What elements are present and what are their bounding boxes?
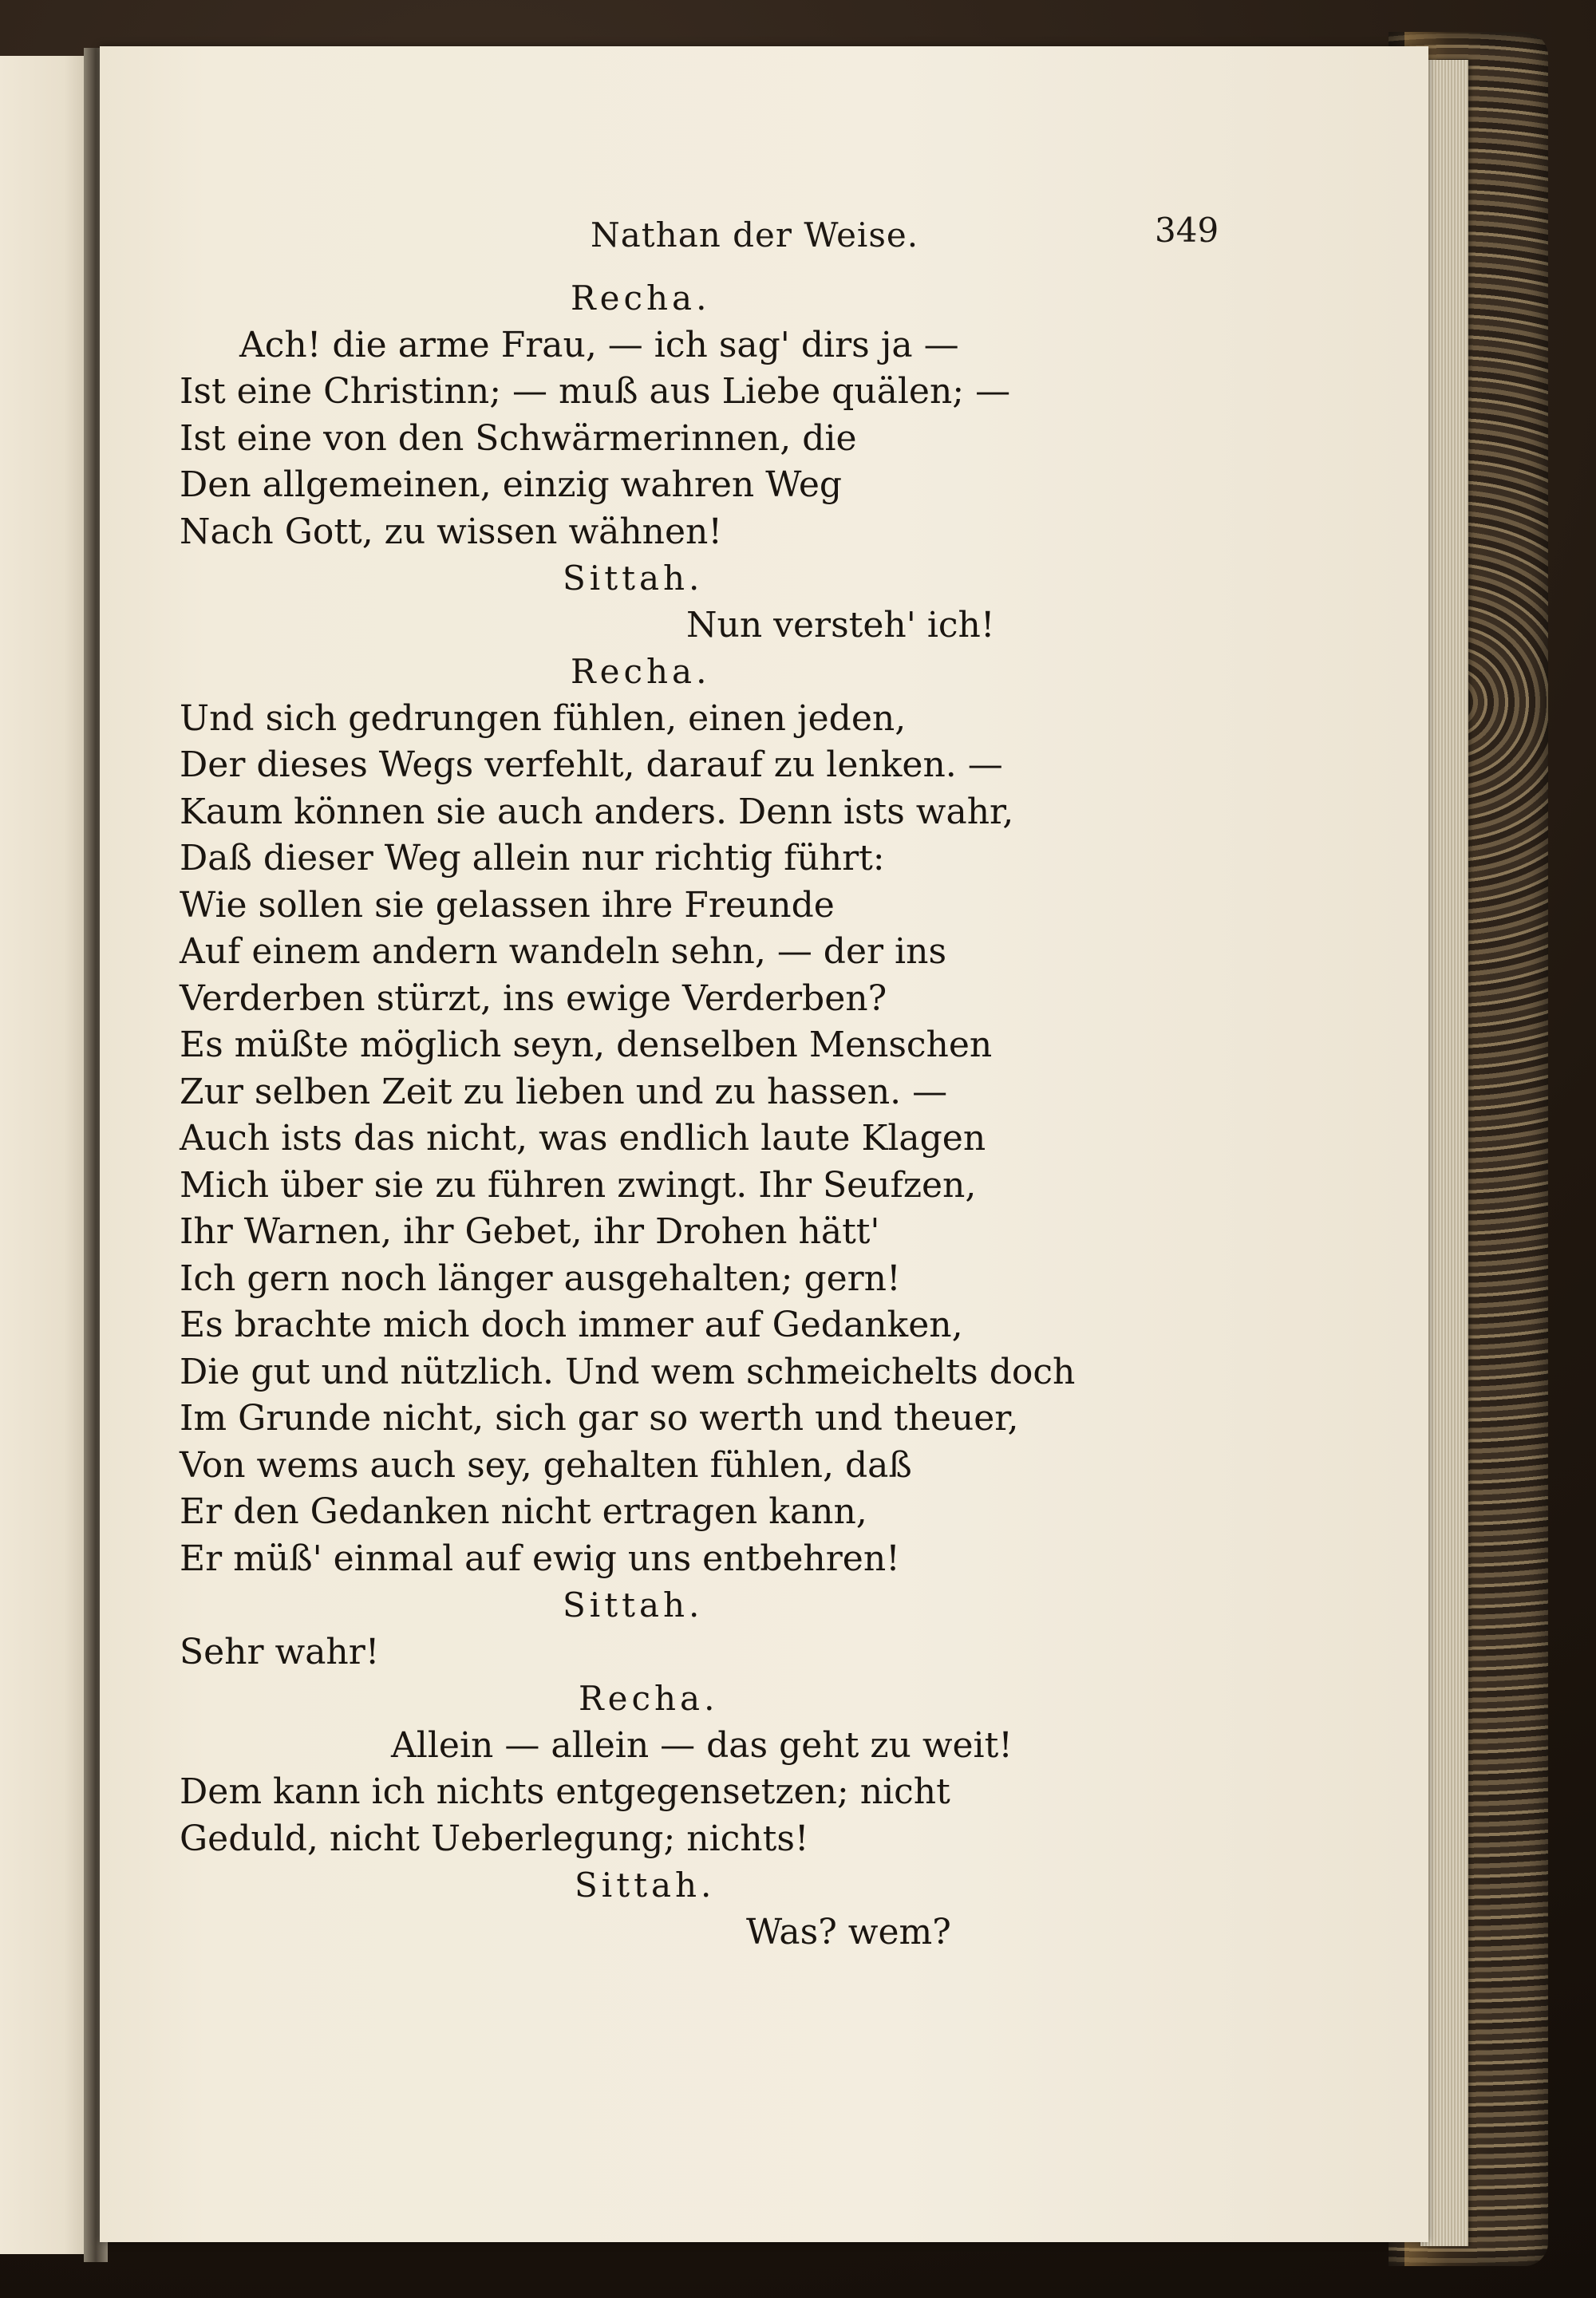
speaker-name: Recha.: [571, 278, 711, 318]
verse-line: Was? wem?: [746, 1911, 951, 1953]
speaker-name: Sittah.: [563, 1585, 704, 1625]
verse-line: Ist eine von den Schwärmerinnen, die: [180, 417, 857, 459]
verse-line: Den allgemeinen, einzig wahren Weg: [180, 464, 843, 505]
verse-line: Ist eine Christinn; — muß aus Liebe quälen; —: [180, 371, 1011, 412]
verse-line: Geduld, nicht Ueberlegung; nichts!: [180, 1818, 809, 1859]
verse-line: Im Grunde nicht, sich gar so werth und theuer,: [180, 1398, 1019, 1439]
verse-line: Ihr Warnen, ihr Gebet, ihr Drohen hätt': [180, 1211, 880, 1252]
speaker-name: Recha.: [571, 652, 711, 691]
page-number: 349: [1155, 211, 1219, 250]
verse-line: Sehr wahr!: [180, 1631, 380, 1672]
verse-line: Ach! die arme Frau, — ich sag' dirs ja —: [239, 324, 959, 365]
verse-line: Kaum können sie auch anders. Denn ists wahr,: [180, 791, 1014, 832]
verse-line: Ich gern noch länger ausgehalten; gern!: [180, 1258, 901, 1299]
verse-line: Nach Gott, zu wissen wähnen!: [180, 511, 723, 552]
verse-line: Wie sollen sie gelassen ihre Freunde: [180, 884, 835, 926]
left-facing-page: [0, 56, 92, 2254]
verse-line: Die gut und nützlich. Und wem schmeichelts doch: [180, 1351, 1076, 1392]
verse-line: Auch ists das nicht, was endlich laute Klagen: [180, 1118, 986, 1159]
verse-line: Von wems auch sey, gehalten fühlen, daß: [180, 1444, 912, 1486]
verse-line: Verderben stürzt, ins ewige Verderben?: [180, 977, 887, 1019]
verse-line: Auf einem andern wandeln sehn, — der ins: [180, 931, 947, 972]
verse-line: Daß dieser Weg allein nur richtig führt:: [180, 838, 885, 879]
page-header: [100, 211, 1428, 263]
page-text: [100, 275, 1428, 1956]
speaker-name: Recha.: [579, 1679, 719, 1718]
verse-line: Und sich gedrungen fühlen, einen jeden,: [180, 697, 907, 739]
verse-line: Er müß' einmal auf ewig uns entbehren!: [180, 1538, 900, 1579]
verse-line: Nun versteh' ich!: [686, 604, 995, 646]
speaker-name: Sittah.: [563, 559, 704, 598]
verse-line: Es müßte möglich seyn, denselben Menschen: [180, 1025, 993, 1065]
verse-line: Dem kann ich nichts entgegensetzen; nicht: [180, 1771, 950, 1812]
verse-line: Er den Gedanken nicht ertragen kann,: [180, 1491, 867, 1532]
verse-line: Der dieses Wegs verfehlt, darauf zu lenken. —: [180, 744, 1003, 785]
verse-line: Zur selben Zeit zu lieben und zu hassen. —: [180, 1071, 948, 1112]
speaker-name: Sittah.: [575, 1866, 716, 1905]
verse-line: Allein — allein — das geht zu weit!: [391, 1724, 1013, 1766]
verse-line: Es brachte mich doch immer auf Gedanken,: [180, 1305, 963, 1345]
running-title: Nathan der Weise.: [591, 215, 919, 255]
verse-line: Mich über sie zu führen zwingt. Ihr Seufzen,: [180, 1164, 977, 1206]
